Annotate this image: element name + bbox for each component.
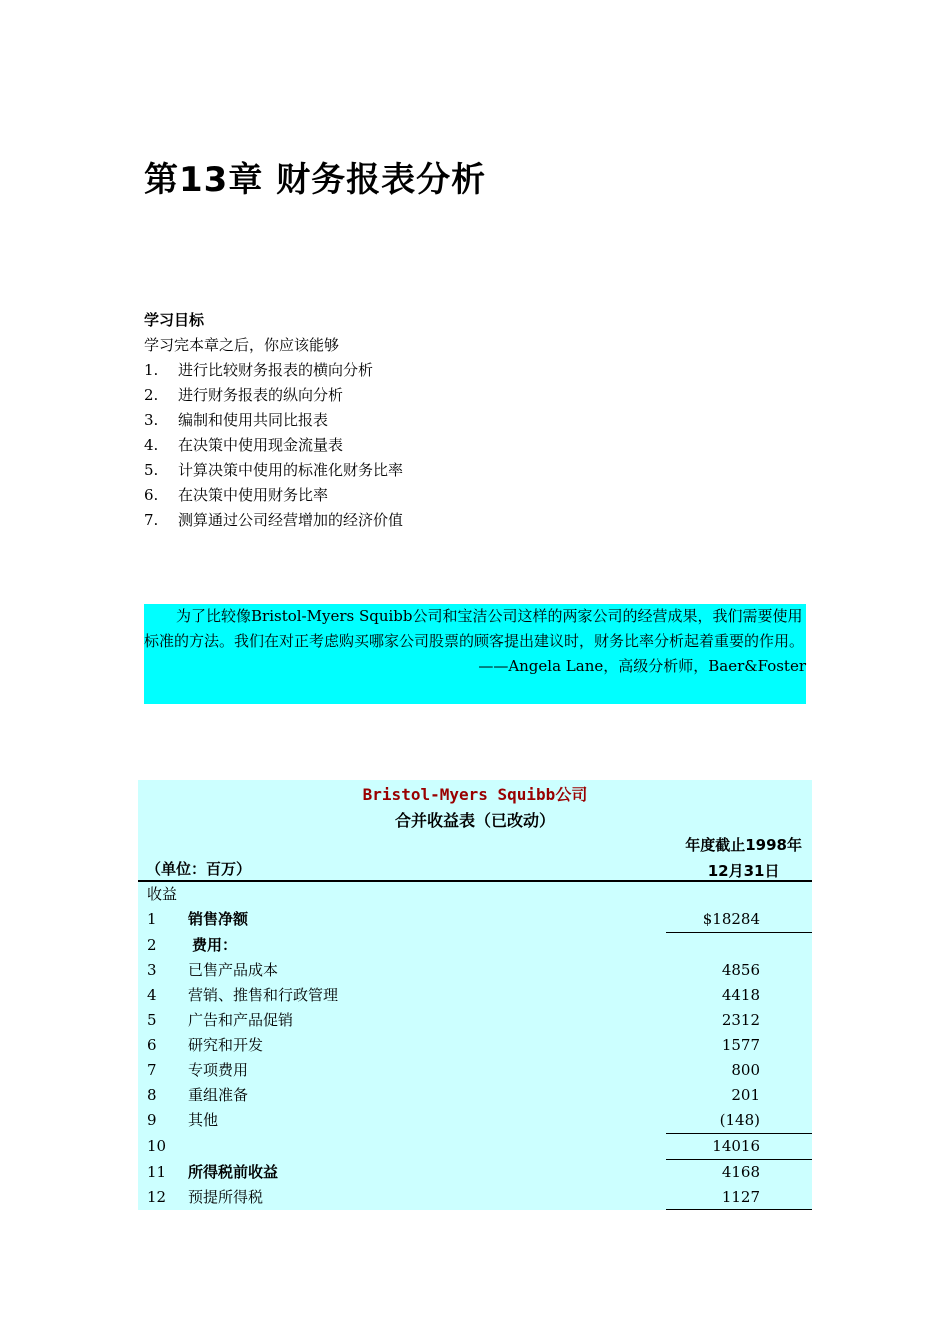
item-text: 计算决策中使用的标准化财务比率 xyxy=(178,461,404,479)
row-label: 已售产品成本 xyxy=(188,961,279,979)
item-number: 5. xyxy=(144,461,159,479)
row-label: 广告和产品促销 xyxy=(188,1011,294,1029)
row-label: 销售净额 xyxy=(188,910,249,928)
table-row xyxy=(138,1185,812,1210)
row-number: 11 xyxy=(147,1163,167,1181)
row-value: 14016 xyxy=(712,1137,760,1155)
quote-text: 为了比较像Bristol-Myers Squibb公司和宝洁公司这样的两家公司的经营成果，我们需要使用标准的方法。我们在对正考虑购买哪家公司股票的顾客提出建议时，财务比率分析起着重要的作用。 xyxy=(144,607,805,650)
unit-label: （单位：百万） xyxy=(146,860,252,878)
chapter-title: 第13章 财务报表分析 xyxy=(144,160,487,200)
row-label: 专项费用 xyxy=(188,1061,249,1079)
list-item xyxy=(144,483,403,508)
row-value: 4856 xyxy=(721,961,760,979)
row-number: 9 xyxy=(147,1111,157,1129)
row-label: 费用： xyxy=(192,936,238,954)
objectives-list xyxy=(144,358,403,533)
row-value: 2312 xyxy=(721,1011,760,1029)
row-value: 1127 xyxy=(721,1188,760,1206)
table-row xyxy=(138,1108,812,1133)
table-row xyxy=(138,1033,812,1058)
quote-author: ——Angela Lane，高级分析师，Baer&Foster xyxy=(478,657,806,675)
row-number: 10 xyxy=(147,1137,167,1155)
item-text: 测算通过公司经营增加的经济价值 xyxy=(178,511,404,529)
list-item xyxy=(144,508,403,533)
row-value: 4168 xyxy=(721,1163,760,1181)
table-row xyxy=(138,907,812,932)
row-label: 重组准备 xyxy=(188,1086,249,1104)
table-row xyxy=(138,933,812,958)
table-row xyxy=(138,1008,812,1033)
list-item xyxy=(144,458,403,483)
row-number: 6 xyxy=(147,1036,157,1054)
list-item xyxy=(144,383,403,408)
row-number: 2 xyxy=(147,936,157,954)
row-label: 所得税前收益 xyxy=(188,1163,279,1181)
item-number: 4. xyxy=(144,436,159,454)
item-number: 3. xyxy=(144,411,159,429)
row-number: 1 xyxy=(147,910,157,928)
item-text: 编制和使用共同比报表 xyxy=(178,411,329,429)
section-label: 收益 xyxy=(147,885,178,903)
item-text: 在决策中使用现金流量表 xyxy=(178,436,344,454)
row-label: 其他 xyxy=(188,1111,219,1129)
learning-objectives xyxy=(144,308,403,533)
item-number: 2. xyxy=(144,386,159,404)
item-number: 7. xyxy=(144,511,159,529)
year-line-2: 12月31日 xyxy=(707,862,780,880)
table-row xyxy=(138,958,812,983)
list-item xyxy=(144,408,403,433)
list-item xyxy=(144,358,403,383)
table-row xyxy=(138,1134,812,1159)
item-number: 1. xyxy=(144,361,159,379)
row-label: 预提所得税 xyxy=(188,1188,264,1206)
row-value: $18284 xyxy=(702,910,760,928)
objectives-intro: 学习完本章之后，你应该能够 xyxy=(144,336,340,354)
row-number: 8 xyxy=(147,1086,157,1104)
table-row xyxy=(138,1058,812,1083)
item-text: 在决策中使用财务比率 xyxy=(178,486,329,504)
item-text: 进行财务报表的纵向分析 xyxy=(178,386,344,404)
item-text: 进行比较财务报表的横向分析 xyxy=(178,361,374,379)
row-value: 800 xyxy=(731,1061,760,1079)
year-header xyxy=(685,832,802,884)
item-number: 6. xyxy=(144,486,159,504)
table-row xyxy=(138,1160,812,1185)
row-number: 3 xyxy=(147,961,157,979)
row-number: 5 xyxy=(147,1011,157,1029)
table-row xyxy=(138,1083,812,1108)
row-value: 201 xyxy=(731,1086,760,1104)
statement-title: 合并收益表（已改动） xyxy=(394,811,555,830)
income-statement xyxy=(138,780,812,1210)
value-rule xyxy=(666,1209,812,1210)
row-number: 7 xyxy=(147,1061,157,1079)
objectives-heading: 学习目标 xyxy=(144,311,205,329)
row-number: 4 xyxy=(147,986,157,1004)
section-row xyxy=(138,882,812,907)
year-line-1: 年度截止1998年 xyxy=(685,836,802,854)
row-value: 1577 xyxy=(721,1036,760,1054)
row-value: 4418 xyxy=(721,986,760,1004)
row-value: (148) xyxy=(719,1111,760,1129)
row-label: 营销、推售和行政管理 xyxy=(188,986,339,1004)
quote-box xyxy=(144,604,806,704)
row-label: 研究和开发 xyxy=(188,1036,264,1054)
row-number: 12 xyxy=(147,1188,167,1206)
list-item xyxy=(144,433,403,458)
company-name: Bristol-Myers Squibb公司 xyxy=(362,785,588,804)
table-row xyxy=(138,983,812,1008)
